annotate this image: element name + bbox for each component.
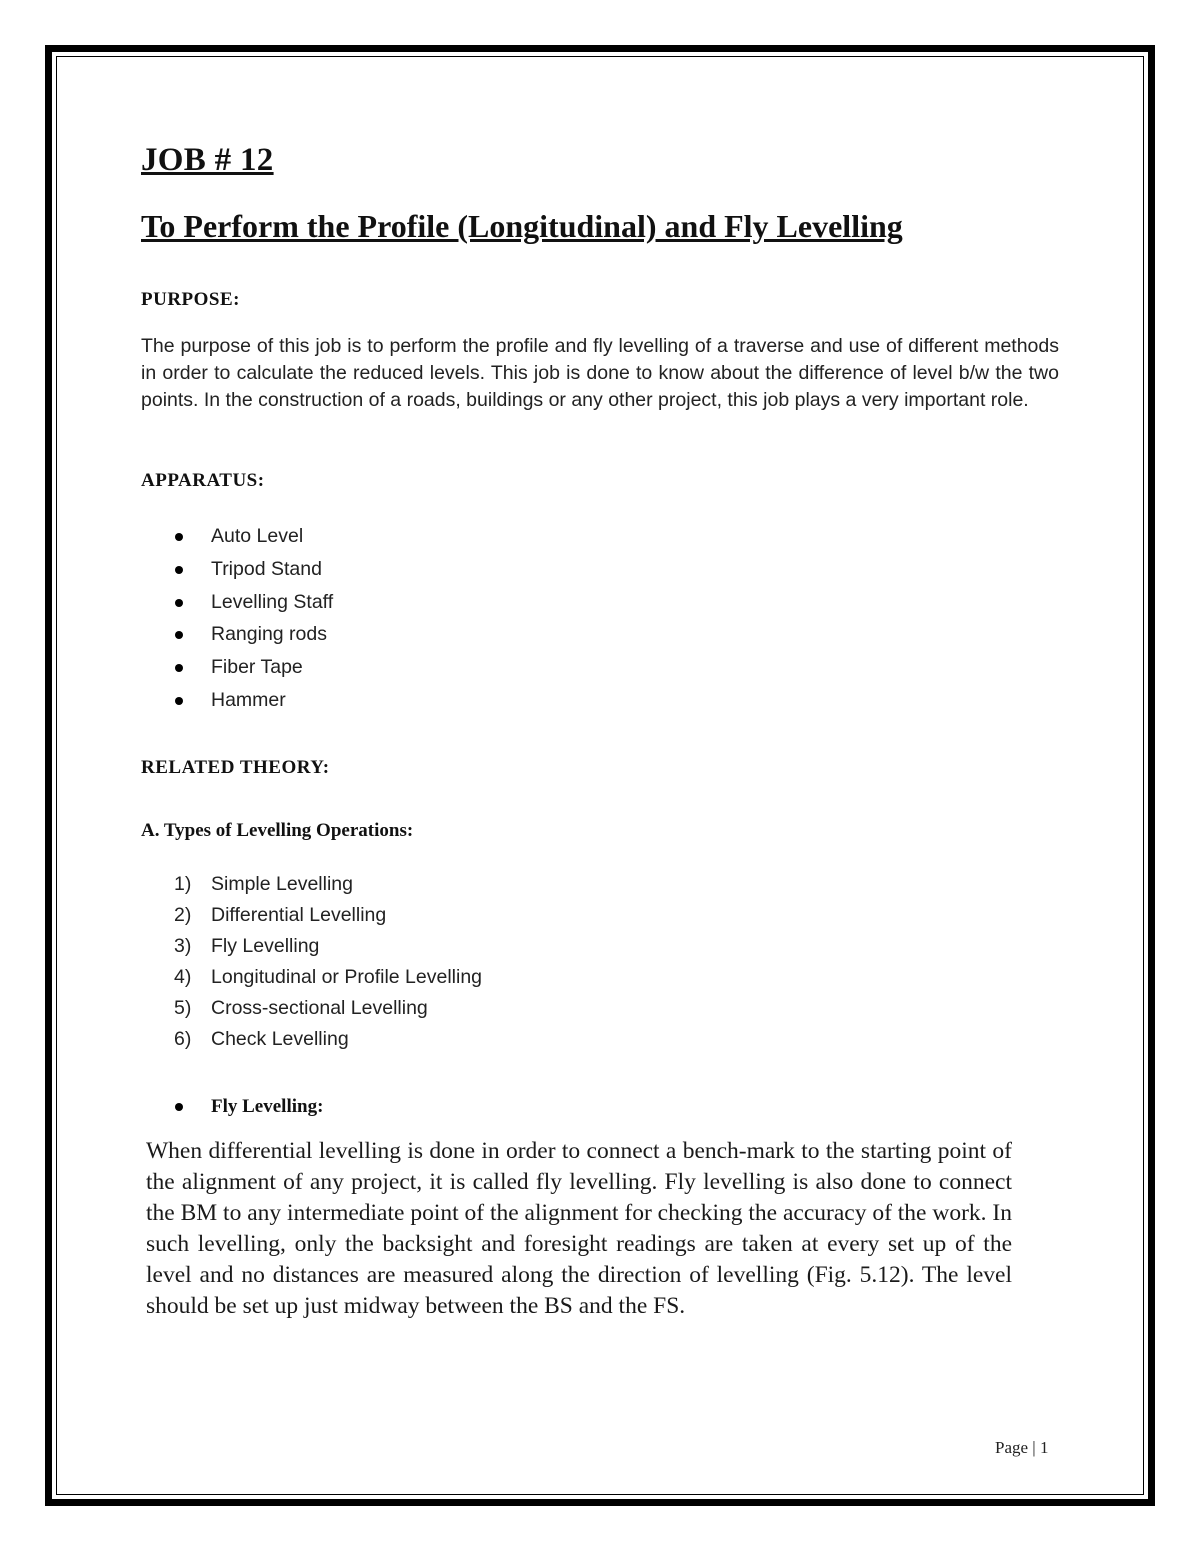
list-item xyxy=(141,900,482,931)
bullet-icon xyxy=(175,664,183,672)
fly-levelling-heading: Fly Levelling: xyxy=(211,1096,324,1117)
apparatus-item-label: Tripod Stand xyxy=(211,557,322,580)
bullet-icon xyxy=(175,631,183,639)
item-number: 4) xyxy=(174,966,192,988)
list-item xyxy=(141,586,333,619)
list-item xyxy=(141,962,482,993)
list-item xyxy=(141,651,333,684)
list-item xyxy=(141,1024,482,1055)
list-item xyxy=(141,520,333,553)
related-theory-heading: RELATED THEORY: xyxy=(141,757,330,778)
fly-levelling-heading-item xyxy=(141,1092,323,1122)
item-number: 5) xyxy=(174,997,192,1019)
levelling-type-label: Cross-sectional Levelling xyxy=(211,997,428,1019)
list-item xyxy=(141,684,333,717)
levelling-types-subheading: A. Types of Levelling Operations: xyxy=(141,820,414,841)
item-number: 1) xyxy=(174,873,192,895)
item-number: 2) xyxy=(174,904,192,926)
apparatus-item-label: Fiber Tape xyxy=(211,656,303,679)
list-item xyxy=(141,931,482,962)
bullet-icon xyxy=(175,566,183,574)
apparatus-item-label: Levelling Staff xyxy=(211,590,334,613)
bullet-icon xyxy=(175,697,183,705)
purpose-heading: PURPOSE: xyxy=(141,289,240,310)
levelling-type-label: Fly Levelling xyxy=(211,935,320,957)
bullet-icon xyxy=(175,599,183,607)
list-item xyxy=(141,618,333,651)
list-item xyxy=(141,553,333,586)
levelling-type-label: Differential Levelling xyxy=(211,904,387,926)
item-number: 6) xyxy=(174,1028,192,1050)
apparatus-item-label: Hammer xyxy=(211,688,286,711)
levelling-types-list xyxy=(141,869,482,1055)
levelling-type-label: Check Levelling xyxy=(211,1028,349,1050)
page-number: Page | 1 xyxy=(995,1438,1049,1457)
bullet-icon xyxy=(175,1103,183,1111)
fly-levelling-text: When differential levelling is done in order to connect a bench-mark to the starting point of the alignment of any project, it is called fly levelling. Fly levelling is also done to connect the BM to any intermediate point of the alignment for checking the accuracy of the work. In such levelling, only the backsight and foresight readings are taken at every set up of the level and no distances are measured along the direction of levelling (Fig. 5.12). The level should be set up just midway between the BS and the FS. xyxy=(146,1138,1012,1319)
apparatus-item-label: Ranging rods xyxy=(211,623,327,646)
apparatus-heading: APPARATUS: xyxy=(141,470,265,491)
apparatus-list xyxy=(141,520,333,717)
list-item xyxy=(141,993,482,1024)
levelling-type-label: Simple Levelling xyxy=(211,873,353,895)
levelling-type-label: Longitudinal or Profile Levelling xyxy=(211,966,483,988)
purpose-text: The purpose of this job is to perform the profile and fly levelling of a traverse and use of different methods in order to calculate the reduced levels. This job is done to know about the difference of level b/w the two points. In the construction of a roads, buildings or any other project, this job plays a very important role. xyxy=(141,335,1059,411)
bullet-icon xyxy=(175,533,183,541)
main-title: To Perform the Profile (Longitudinal) and Fly Levelling xyxy=(141,208,903,244)
apparatus-item-label: Auto Level xyxy=(211,525,304,547)
item-number: 3) xyxy=(174,935,192,957)
job-title: JOB # 12 xyxy=(141,142,274,178)
list-item xyxy=(141,869,482,900)
